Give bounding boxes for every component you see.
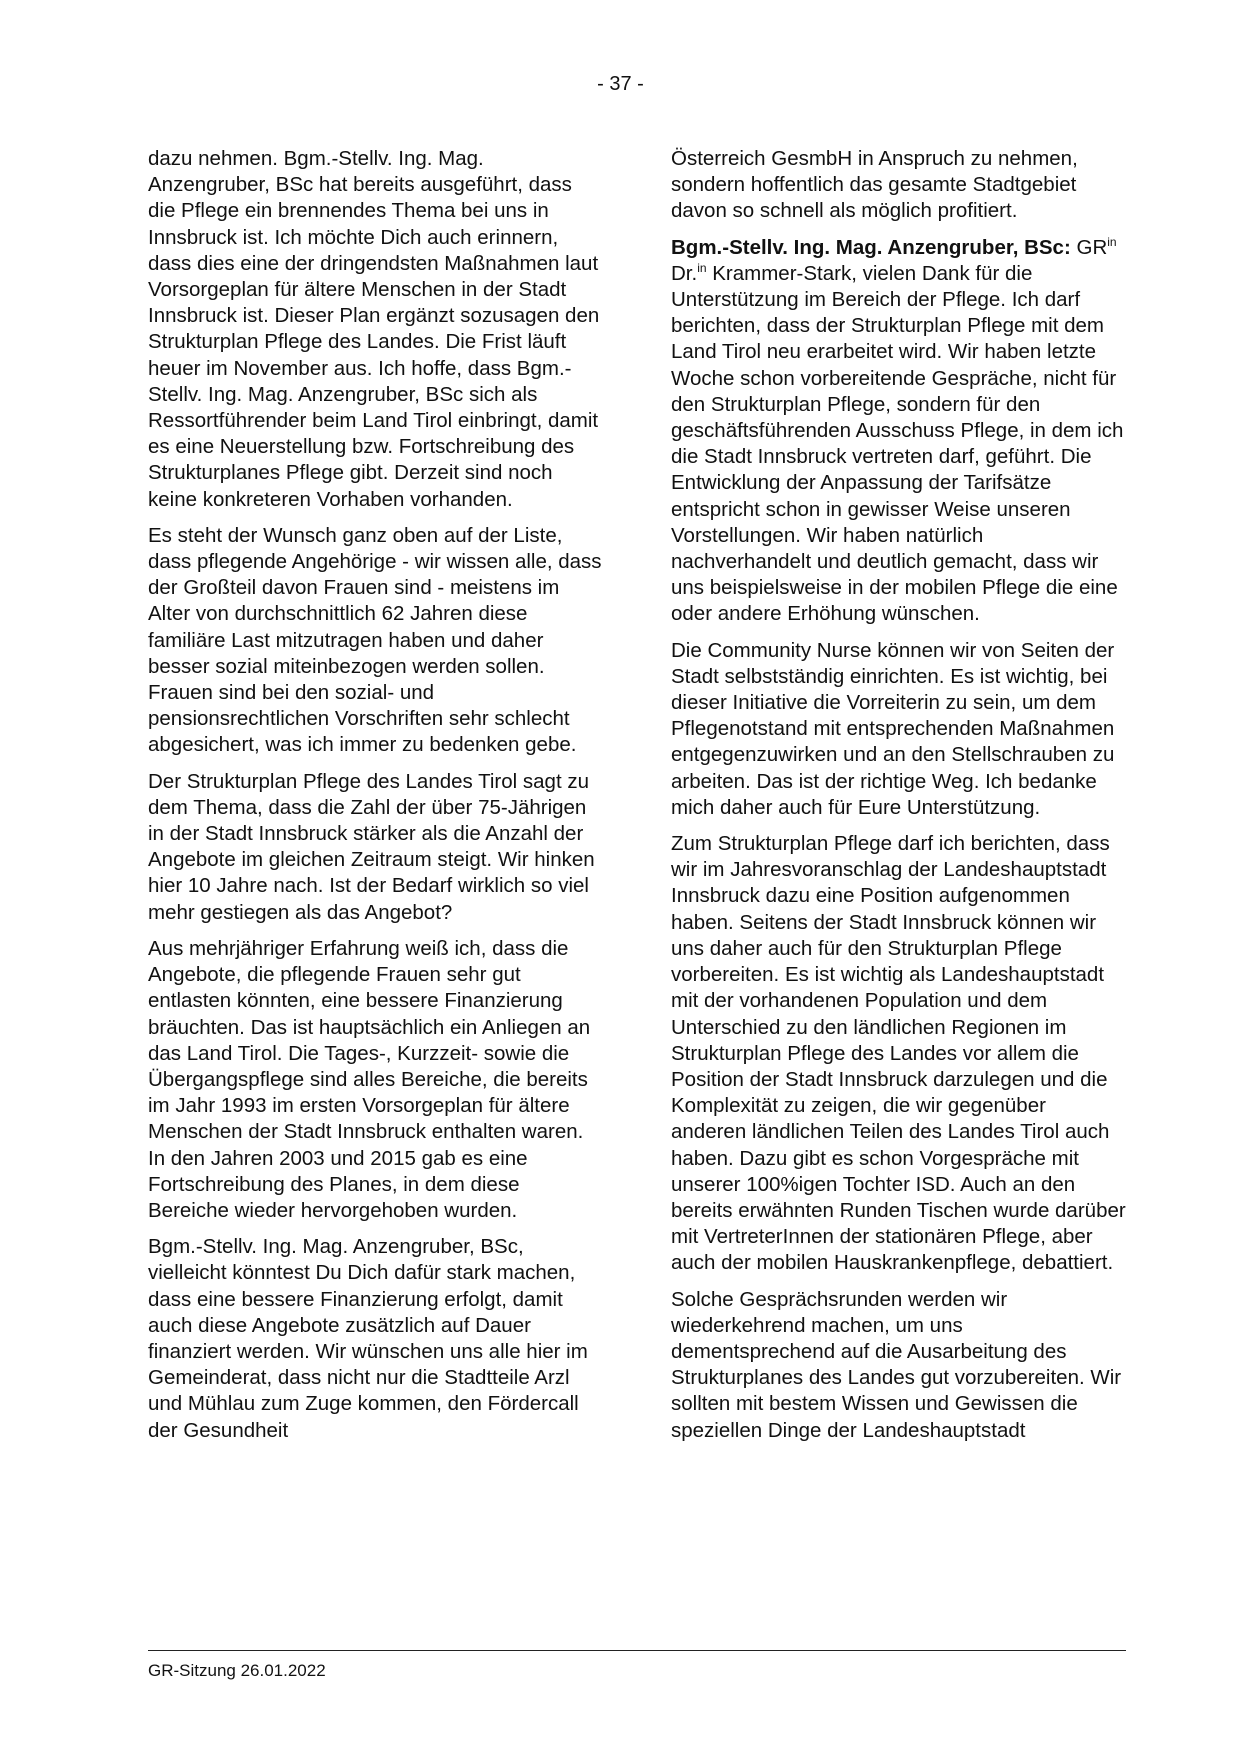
paragraph: Es steht der Wunsch ganz oben auf der Liste, dass pflegende Angehörige - wir wissen alle, dass der Großteil davon Frauen sind - meistens im Alter von durchschnittlich 62 Jahren diese familiäre Last mitzutragen haben und daher besser sozial miteinbezogen werden sollen. Frauen sind bei den sozial- und pensionsrechtlichen Vorschriften sehr schlecht abgesichert, was ich immer zu bedenken gebe. <box>148 523 602 757</box>
paragraph: Solche Gesprächsrunden werden wir wiederkehrend machen, um uns dementsprechend auf die Ausarbeitung des Strukturplanes des Landes gut vorzubereiten. Wir sollten mit bestem Wissen und Gewissen die speziellen Dinge der Landeshauptstadt <box>671 1287 1122 1442</box>
speaker-title-dr: Dr. <box>671 261 698 285</box>
paragraph: Bgm.-Stellv. Ing. Mag. Anzengruber, BSc, vielleicht könntest Du Dich dafür stark machen, dass eine bessere Finanzierung erfolgt, damit auch diese Angebote zusätzlich auf Dauer finanziert werden. Wir wünschen uns alle hier im Gemeinderat, dass nicht nur die Stadtteile Arzl und Mühlau zum Zuge kommen, den Fördercall der Gesundheit <box>148 1235 588 1442</box>
paragraph: Österreich GesmbH in Anspruch zu nehmen, sondern hoffentlich das gesamte Stadtgebiet davon so schnell als möglich profitiert. <box>671 147 1078 223</box>
footer-divider <box>148 1650 1126 1651</box>
paragraph: dazu nehmen. Bgm.-Stellv. Ing. Mag. Anzengruber, BSc hat bereits ausgeführt, dass die Pflege ein brennendes Thema bei uns in Innsbruck ist. Ich möchte Dich auch erinnern, dass dies eine der dringendsten Maßnahmen laut Vorsorgeplan für ältere Menschen in der Stadt Innsbruck ist. Dieser Plan ergänzt sozusagen den Strukturplan Pflege des Landes. Die Frist läuft heuer im November aus. Ich hoffe, dass Bgm.-Stellv. Ing. Mag. Anzengruber, BSc sich als Ressortführender beim Land Tirol einbringt, damit es eine Neuerstellung bzw. Fortschreibung des Strukturplanes Pflege gibt. Derzeit sind noch keine konkreteren Vorhaben vorhanden. <box>148 147 600 511</box>
right-column <box>671 146 1126 1454</box>
paragraph: Die Community Nurse können wir von Seiten der Stadt selbstständig einrichten. Es ist wichtig, bei dieser Initiative die Vorreiterin zu sein, um dem Pflegenotstand mit entsprechenden Maßnahmen entgegenzuwirken und an den Stellschrauben zu arbeiten. Das ist der richtige Weg. Ich bedanke mich daher auch für Eure Unterstützung. <box>671 638 1115 819</box>
speaker-title-gr: GR <box>1076 235 1108 259</box>
page-number: - 37 - <box>597 73 644 95</box>
speaker-name: Bgm.-Stellv. Ing. Mag. Anzengruber, BSc: <box>671 235 1071 259</box>
footer-text: GR-Sitzung 26.01.2022 <box>148 1661 326 1680</box>
paragraph: Aus mehrjähriger Erfahrung weiß ich, dass die Angebote, die pflegende Frauen sehr gut entlasten könnten, eine bessere Finanzierung bräuchten. Das ist hauptsächlich ein Anliegen an das Land Tirol. Die Tages-, Kurzzeit- sowie die Übergangspflege sind alles Bereiche, die bereits im Jahr 1993 im ersten Vorsorgeplan für ältere Menschen der Stadt Innsbruck enthalten waren. In den Jahren 2003 und 2015 gab es eine Fortschreibung des Planes, in dem diese Bereiche wieder hervorgehoben wurden. <box>148 936 591 1222</box>
speaker-paragraph <box>671 235 1126 628</box>
paragraph: Zum Strukturplan Pflege darf ich berichten, dass wir im Jahresvoranschlag der Landeshauptstadt Innsbruck dazu eine Position aufgenommen haben. Seitens der Stadt Innsbruck können wir uns daher auch für den Strukturplan Pflege vorbereiten. Es ist wichtig als Landeshauptstadt mit der vorhandenen Population und dem Unterschied zu den ländlichen Regionen im Strukturplan Pflege des Landes vor allem die Position der Stadt Innsbruck darzulegen und die Komplexität zu zeigen, die wir gegenüber anderen ländlichen Teilen des Landes Tirol auch haben. Dazu gibt es schon Vorgespräche mit unserer 100%igen Tochter ISD. Auch an den bereits erwähnten Runden Tischen wurde darüber mit VertreterInnen der stationären Pflege, aber auch der mobilen Hauskrankenpflege, debattiert. <box>671 832 1126 1275</box>
speaker-text: Krammer-Stark, vielen Dank für die Unterstützung im Bereich der Pflege. Ich darf berichten, dass der Strukturplan Pflege mit dem Land Tirol neu erarbeitet wird. Wir haben letzte Woche schon vorbereitende Gespräche, nicht für den Strukturplan Pflege, sondern für den geschäftsführenden Ausschuss Pflege, in dem ich die Stadt Innsbruck vertreten darf, geführt. Die Entwicklung der Anpassung der Tarifsätze entspricht schon in gewisser Weise unseren Vorstellungen. Wir haben natürlich nachverhandelt und deutlich gemacht, dass wir uns beispielsweise in der mobilen Pflege die eine oder andere Erhöhung wünschen. <box>671 261 1124 626</box>
paragraph: Der Strukturplan Pflege des Landes Tirol sagt zu dem Thema, dass die Zahl der über 75-Jährigen in der Stadt Innsbruck stärker als die Anzahl der Angebote im gleichen Zeitraum steigt. Wir hinken hier 10 Jahre nach. Ist der Bedarf wirklich so viel mehr gestiegen als das Angebot? <box>148 769 595 924</box>
superscript: in <box>1107 234 1117 249</box>
left-column <box>148 146 603 1454</box>
superscript: in <box>697 260 707 275</box>
